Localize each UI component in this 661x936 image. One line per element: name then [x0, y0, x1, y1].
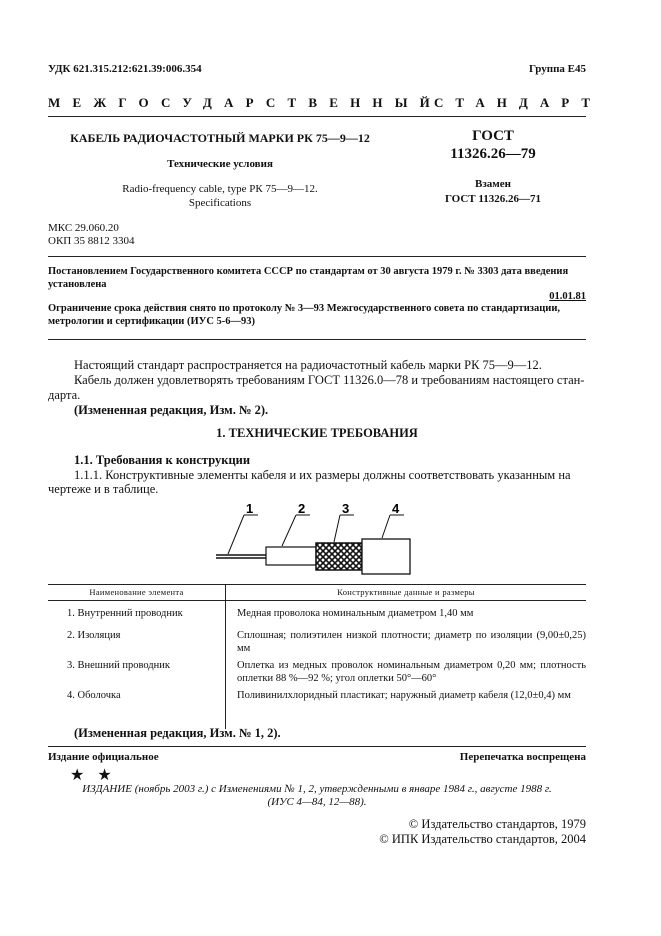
okp-code: ОКП 35 8812 3304	[48, 235, 135, 247]
edition-note-ius: (ИУС 4—84, 12—88).	[267, 796, 367, 808]
english-title: Radio-frequency cable, type РК 75—9—12.	[122, 183, 318, 195]
section-title: 1. ТЕХНИЧЕСКИЕ ТРЕБОВАНИЯ	[216, 426, 418, 440]
element-data: Оплетка из медных проволок номинальным диаметром 0,20 мм; плотность оплетки 88 %—92 %; угол оплетки 50°—60°	[237, 660, 586, 684]
copyright-2004: © ИПК Издательство стандартов, 2004	[379, 832, 586, 846]
gost-number: 11326.26—79	[450, 146, 536, 162]
header-rule	[48, 116, 586, 117]
element-name: 1. Внутренний проводник	[48, 601, 226, 630]
construction-table	[48, 584, 586, 729]
edit-note-1: (Измененная редакция, Изм. № 2).	[74, 403, 269, 417]
clause-text-end: чертеже и в таблице.	[48, 482, 159, 496]
element-name: 2. Изоляция	[48, 629, 226, 659]
mks-code: МКС 29.060.20	[48, 222, 119, 234]
drawing-label-1: 1	[246, 501, 254, 516]
element-data: Сплошная; полиэтилен низкой плотности; диаметр по изоляции (9,00±0,25) мм	[237, 630, 586, 654]
official-edition: Издание официальное	[48, 751, 159, 763]
banner-left: МЕЖГОСУДАРСТВЕННЫЙ	[48, 95, 442, 110]
standard-subtitle: Технические условия	[167, 158, 273, 170]
subsection-title: 1.1. Требования к конструкции	[74, 453, 251, 467]
decree-date: 01.01.81	[549, 291, 586, 302]
header-construction-data: Конструктивные данные и размеры	[226, 585, 587, 601]
english-subtitle: Specifications	[188, 197, 252, 209]
replaces-value: ГОСТ 11326.26—71	[444, 193, 542, 205]
banner-right: СТАНДАРТ	[434, 95, 603, 110]
limit-line-2: метрологии и сертификации (ИУС 5-6—93)	[48, 316, 256, 327]
requirements-paragraph: Кабель должен удовлетворять требованиям ГОСТ 11326.0—78 и требованиям настоящего стан-	[74, 373, 585, 387]
decree-line: Постановлением Государственного комитета СССР по стандартам от 30 августа 1979 г. № 3303 дата введения	[48, 266, 569, 277]
cable-drawing	[200, 500, 430, 578]
decree-line-2: установлена	[48, 279, 107, 290]
replaces-label: Взамен	[475, 178, 511, 190]
edit-note-2: (Измененная редакция, Изм. № 1, 2).	[74, 726, 281, 740]
drawing-label-2: 2	[298, 501, 306, 516]
standard-title: КАБЕЛЬ РАДИОЧАСТОТНЫЙ МАРКИ РК 75—9—12	[70, 131, 370, 145]
gost-label: ГОСТ	[472, 128, 514, 144]
insulation	[266, 547, 316, 565]
group-code: Группа Е45	[528, 63, 586, 75]
header-element-name: Наименование элемента	[48, 585, 226, 601]
drawing-label-4: 4	[392, 501, 400, 516]
element-name: 4. Оболочка	[48, 689, 226, 729]
element-data: Поливинилхлоридный пластикат; наружный диаметр кабеля (12,0±0,4) мм	[237, 690, 571, 701]
drawing-label-3: 3	[342, 501, 350, 516]
stars-mark: ★ ★	[70, 765, 116, 784]
scope-paragraph: Настоящий стандарт распространяется на радиочастотный кабель марки РК 75—9—12.	[74, 358, 542, 372]
footer-rule	[48, 746, 586, 747]
decree-rule	[48, 339, 586, 340]
copyright-1979: © Издательство стандартов, 1979	[408, 817, 586, 831]
table-row	[48, 689, 586, 729]
clause-text: 1.1.1. Конструктивные элементы кабеля и их размеры должны соответствовать указанным на	[74, 468, 571, 482]
jacket	[362, 539, 410, 574]
table-row	[48, 601, 586, 630]
table-header-row	[48, 585, 586, 601]
element-data: Медная проволока номинальным диаметром 1,40 мм	[237, 608, 474, 619]
edition-note: ИЗДАНИЕ (ноябрь 2003 г.) с Изменениями № 1, 2, утвержденными в январе 1984 г., августе 1988 г.	[82, 783, 552, 795]
codes-rule	[48, 256, 586, 257]
outer-conductor-braid	[316, 543, 362, 570]
requirements-paragraph-end: дарта.	[48, 388, 81, 402]
table-row	[48, 629, 586, 659]
udk-code: УДК 621.315.212:621.39:006.354	[48, 63, 202, 75]
reprint-prohibited: Перепечатка воспрещена	[459, 751, 586, 763]
element-name: 3. Внешний проводник	[48, 659, 226, 689]
table-row	[48, 659, 586, 689]
limit-line: Ограничение срока действия снято по протоколу № 3—93 Межгосударственного совета по стандартизации,	[48, 303, 561, 314]
